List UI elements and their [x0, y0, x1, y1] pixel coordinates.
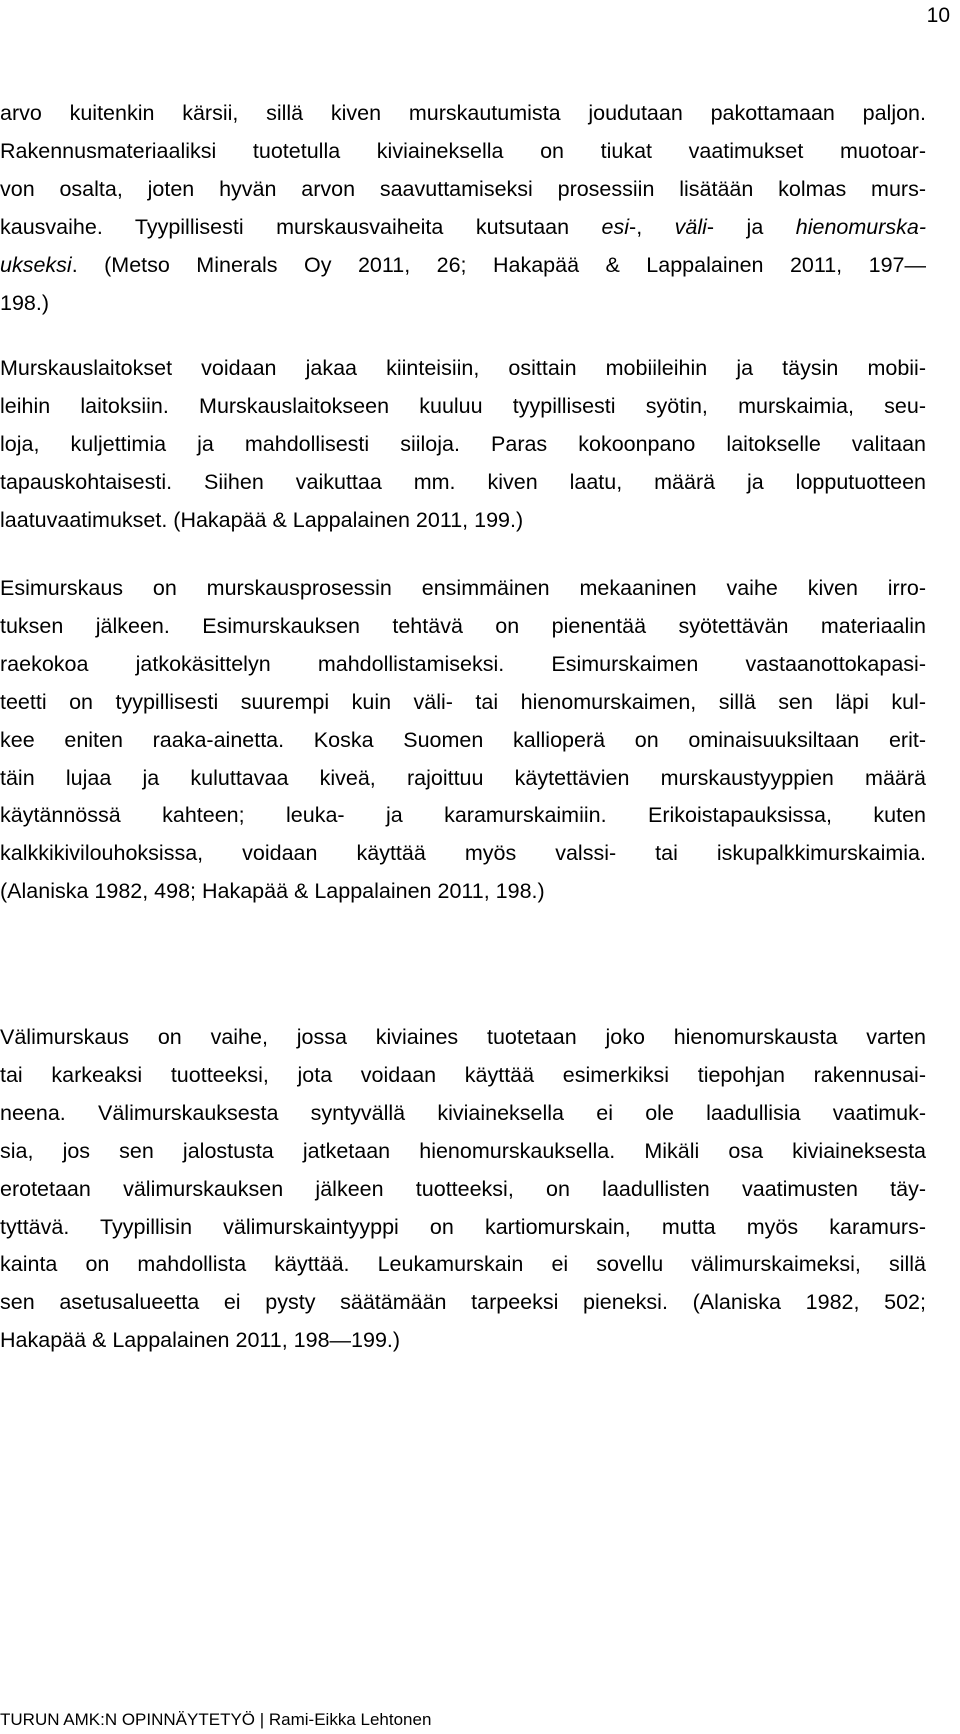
italic-term: väli: [674, 215, 707, 239]
text-line: Hakapää & Lappalainen 2011, 198—199.): [0, 1328, 401, 1352]
text-line: ukseksi. (Metso Minerals Oy 2011, 26; Hakapää & Lappalainen 2011, 197—: [0, 253, 926, 277]
text-line: sen asetusalueetta ei pysty säätämään tarpeeksi pieneksi. (Alaniska 1982, 502;: [0, 1290, 926, 1314]
italic-term: ukseksi: [0, 253, 72, 277]
text-line: tai karkeaksi tuotteeksi, jota voidaan käyttää esimerkiksi tiepohjan rakennusai-: [0, 1063, 926, 1087]
text-line: tuksen jälkeen. Esimurskauksen tehtävä on pienentää syötettävän materiaalin: [0, 614, 926, 638]
text-line: kee eniten raaka-ainetta. Koska Suomen kallioperä on ominaisuuksiltaan erit-: [0, 728, 926, 752]
text-line: kainta on mahdollista käyttää. Leukamurskain ei sovellu välimurskaimeksi, sillä: [0, 1252, 926, 1276]
text-line: (Alaniska 1982, 498; Hakapää & Lappalainen 2011, 198.): [0, 879, 545, 903]
text-line: von osalta, joten hyvän arvon saavuttamiseksi prosessiin lisätään kolmas murs-: [0, 177, 926, 201]
text-line: täin lujaa ja kuluttavaa kiveä, rajoittuu käytettävien murskaustyyppien määrä: [0, 766, 926, 790]
text-line: arvo kuitenkin kärsii, sillä kiven murskautumista joudutaan pakottamaan paljon.: [0, 101, 926, 125]
text-line: kausvaihe. Tyypillisesti murskausvaiheita kutsutaan esi-, väli- ja hienomurska-: [0, 215, 926, 239]
text-line: Esimurskaus on murskausprosessin ensimmäinen mekaaninen vaihe kiven irro-: [0, 576, 926, 600]
text-line: raekokoa jatkokäsittelyn mahdollistamiseksi. Esimurskaimen vastaanottokapasi-: [0, 652, 926, 676]
text-line: loja, kuljettimia ja mahdollisesti siiloja. Paras kokoonpano laitokselle valitaan: [0, 432, 926, 456]
text-line: tyttävä. Tyypillisin välimurskaintyyppi on kartiomurskain, mutta myös karamurs-: [0, 1215, 926, 1239]
text-line: Välimurskaus on vaihe, jossa kiviaines tuotetaan joko hienomurskausta varten: [0, 1025, 926, 1049]
text-line: teetti on tyypillisesti suurempi kuin väli- tai hienomurskaimen, sillä sen läpi kul-: [0, 690, 926, 714]
text-line: Rakennusmateriaaliksi tuotetulla kiviaineksella on tiukat vaatimukset muotoar-: [0, 139, 926, 163]
footer: TURUN AMK:N OPINNÄYTETYÖ | Rami-Eikka Lehtonen: [0, 1710, 432, 1729]
text-line: Murskauslaitokset voidaan jakaa kiinteisiin, osittain mobiileihin ja täysin mobii-: [0, 356, 926, 380]
text-line: 198.): [0, 291, 50, 315]
text-line: tapauskohtaisesti. Siihen vaikuttaa mm. kiven laatu, määrä ja lopputuotteen: [0, 470, 926, 494]
text-line: sia, jos sen jalostusta jatketaan hienomurskauksella. Mikäli osa kiviaineksesta: [0, 1139, 926, 1163]
italic-term: esi: [601, 215, 630, 239]
text-line: leihin laitoksiin. Murskauslaitokseen kuuluu tyypillisesti syötin, murskaimia, seu-: [0, 394, 926, 418]
text-line: käytännössä kahteen; leuka- ja karamurskaimiin. Erikoistapauksissa, kuten: [0, 803, 926, 827]
text-line: kalkkikivilouhoksissa, voidaan käyttää myös valssi- tai iskupalkkimurskaimia.: [0, 841, 926, 865]
italic-term: hienomurska-: [795, 215, 926, 239]
page-number: 10: [926, 4, 950, 27]
text-line: neena. Välimurskauksesta syntyvällä kiviaineksella ei ole laadullisia vaatimuk-: [0, 1101, 926, 1125]
text-line: erotetaan välimurskauksen jälkeen tuotteeksi, on laadullisten vaatimusten täy-: [0, 1177, 926, 1201]
text-line: laatuvaatimukset. (Hakapää & Lappalainen 2011, 199.): [0, 508, 524, 532]
